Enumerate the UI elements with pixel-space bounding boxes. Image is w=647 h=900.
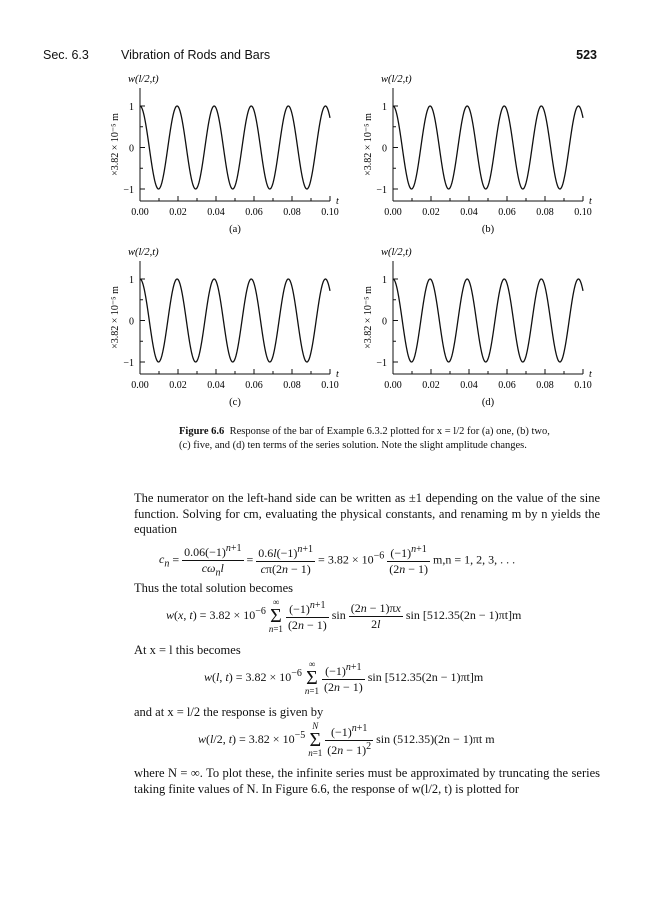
y-tick-label: 1 (382, 102, 387, 113)
plot-panel (363, 247, 592, 408)
x-tick-label: 0.08 (536, 207, 554, 218)
panel-label: (d) (481, 397, 495, 408)
x-tick-label: 0.10 (321, 207, 339, 218)
y-tick-label: −1 (123, 185, 134, 196)
x-tick-label: 0.08 (283, 207, 301, 218)
y-axis-label: ×3.82 × 10⁻⁵ m (110, 286, 121, 349)
plot-panel (363, 74, 592, 235)
x-tick-label: 0.06 (245, 207, 263, 218)
figure-caption (179, 425, 559, 453)
x-tick-label: 0.04 (460, 380, 478, 391)
eq4-argument: sin (512.35)(2n − 1)πt m (376, 731, 495, 746)
y-tick-label: 0 (129, 143, 134, 155)
response-curve (140, 279, 330, 362)
figure-6-6 (0, 0, 647, 420)
eq1-tail: m,n = 1, 2, 3, . . . (433, 552, 516, 567)
eq3-argument: sin [512.35(2n − 1)πt]m (367, 669, 484, 684)
x-tick-label: 0.08 (536, 380, 554, 391)
equation-total-solution: w(x, $t) = 3.82 \times 10^{-6}$ ∞ Σ n=1 $\frac{(-1)^{n+1}}{(2n - 1)}$ sin $\frac{(2n - 1)\pi x}{2l}$ sin [512.35(2n − 1)πt]m (166, 597, 522, 634)
x-axis-label: t (589, 369, 592, 380)
y-tick-label: 0 (129, 316, 134, 328)
y-axis-label: ×3.82 × 10⁻⁵ m (363, 113, 374, 176)
y-tick-label: −1 (376, 358, 387, 369)
plot-title: w(l/2,t) (128, 247, 159, 258)
x-tick-label: 0.00 (384, 207, 402, 218)
paragraph-5: where N = ∞. To plot these, the infinite series must be approximated by truncating the series taking finite values of N. In Figure 6.6, the response of w(l/2, t) is plotted for (134, 766, 600, 796)
response-curve (140, 106, 330, 189)
x-axis-label: t (336, 196, 339, 207)
y-tick-label: 0 (382, 316, 387, 328)
section-number: Sec. 6.3 (43, 48, 89, 62)
equation-cn: $c_n$ = $\frac{0.06(-1)^{n+1}}{c\omega_nl}$ = $\frac{0.6l(-1)^{n+1}}{c\pi(2n - 1)}$ = $3.82 \times 10^{-6}$ $\frac{(-1)^{n+1}}{(2n - 1)}$ m,n = 1, 2, 3, . . . (159, 543, 516, 579)
equation-at-x-l: w(l, $t) = 3.82 \times 10^{-6}$ ∞ Σ n=1 $\frac{(-1)^{n+1}}{(2n - 1)}$ sin [512.35(2n − 1)πt]m (204, 659, 484, 696)
figure-caption-text: Response of the bar of Example 6.3.2 plotted for x = l/2 for (a) one, (b) two, (c) five, and (d) ten terms of the series solution. Note the slight amplitude changes. (179, 426, 550, 451)
panel-label: (c) (229, 397, 241, 408)
eq2-argument: sin [512.35(2n − 1)πt]m (405, 607, 522, 622)
y-axis-label: ×3.82 × 10⁻⁵ m (110, 113, 121, 176)
equation-at-x-half-l: w(l/2, $t) = 3.82 \times 10^{-5}$ N Σ n=1 $\frac{(-1)^{n+1}}{(2n - 1)^2}$ sin (512.35)(2n − 1)πt m (198, 721, 495, 758)
x-tick-label: 0.06 (498, 207, 516, 218)
x-tick-label: 0.04 (207, 380, 225, 391)
paragraph-3: At x = l this becomes (134, 643, 241, 657)
plot-title: w(l/2,t) (381, 74, 412, 85)
running-title: Vibration of Rods and Bars (121, 48, 271, 62)
x-tick-label: 0.02 (422, 380, 440, 391)
y-tick-label: 1 (129, 275, 134, 286)
x-tick-label: 0.02 (169, 380, 187, 391)
panel-label: (a) (229, 224, 241, 235)
x-tick-label: 0.10 (321, 380, 339, 391)
x-tick-label: 0.06 (498, 380, 516, 391)
x-tick-label: 0.00 (384, 380, 402, 391)
y-tick-label: 0 (382, 143, 387, 155)
panel-label: (b) (481, 224, 495, 235)
x-tick-label: 0.10 (574, 207, 592, 218)
response-curve (393, 106, 583, 189)
plot-panel (110, 74, 339, 235)
y-tick-label: −1 (376, 185, 387, 196)
y-tick-label: 1 (129, 102, 134, 113)
paragraph-2: Thus the total solution becomes (134, 581, 294, 595)
plot-title: w(l/2,t) (381, 247, 412, 258)
paragraph-4: and at x = l/2 the response is given by (134, 705, 324, 719)
page-number: 523 (576, 48, 597, 62)
plot-title: w(l/2,t) (128, 74, 159, 85)
x-axis-label: t (589, 196, 592, 207)
x-tick-label: 0.10 (574, 380, 592, 391)
x-tick-label: 0.00 (131, 380, 149, 391)
x-tick-label: 0.04 (460, 207, 478, 218)
x-tick-label: 0.02 (422, 207, 440, 218)
x-tick-label: 0.08 (283, 380, 301, 391)
x-tick-label: 0.00 (131, 207, 149, 218)
response-curve (393, 279, 583, 362)
x-tick-label: 0.04 (207, 207, 225, 218)
x-tick-label: 0.02 (169, 207, 187, 218)
eq1-constant: = 3.82 × 10 (318, 552, 374, 567)
y-axis-label: ×3.82 × 10⁻⁵ m (363, 286, 374, 349)
plot-panel (110, 247, 339, 408)
x-tick-label: 0.06 (245, 380, 263, 391)
figure-label: Figure 6.6 (179, 426, 225, 437)
y-tick-label: −1 (123, 358, 134, 369)
paragraph-1: The numerator on the left-hand side can be written as ±1 depending on the value of the sine function. Solving for cm, evaluating the physical constants, and renaming m by n yields the equation (134, 491, 600, 536)
y-tick-label: 1 (382, 275, 387, 286)
x-axis-label: t (336, 369, 339, 380)
